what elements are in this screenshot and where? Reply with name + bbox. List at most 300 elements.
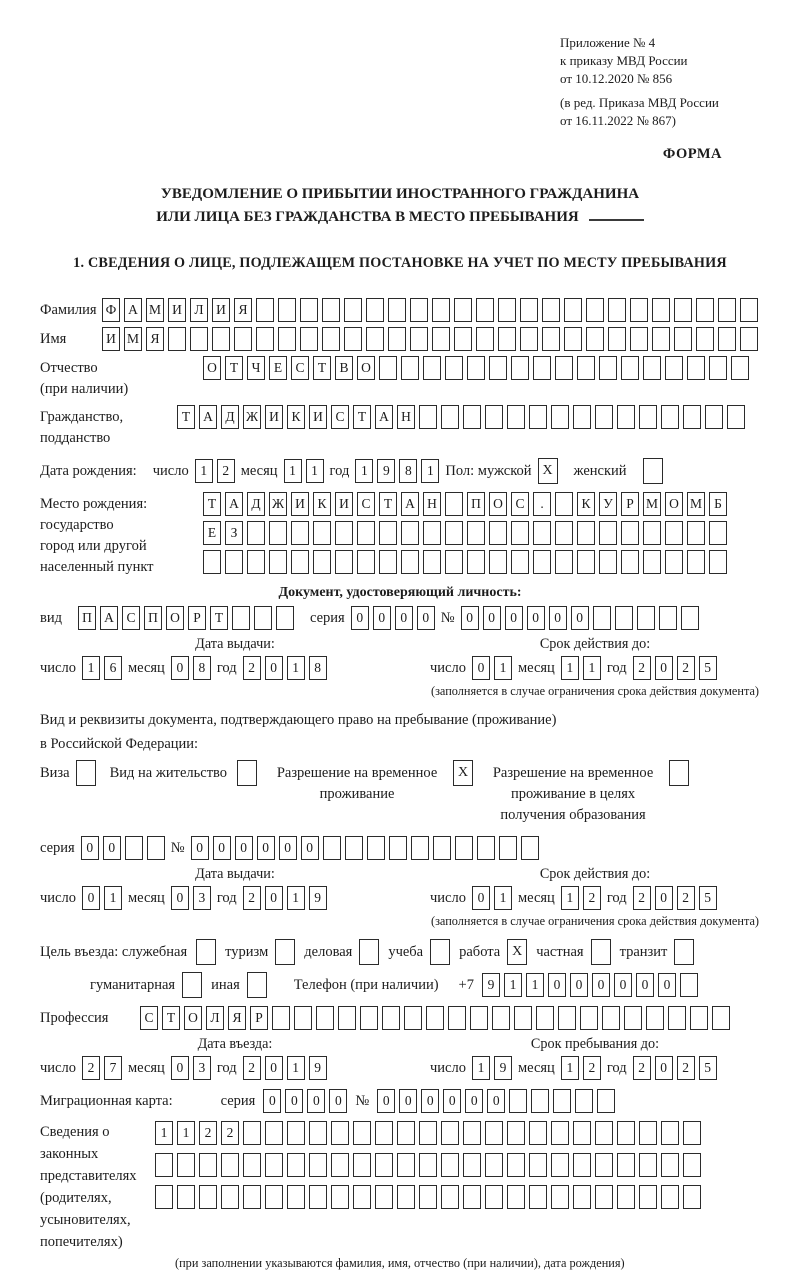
purpose-business-checkbox[interactable] <box>359 939 379 965</box>
char-cell[interactable] <box>155 1153 173 1177</box>
char-cell[interactable] <box>265 1185 283 1209</box>
char-cell[interactable] <box>375 1153 393 1177</box>
char-cell[interactable] <box>599 356 617 380</box>
char-cell[interactable] <box>740 298 758 322</box>
char-cell[interactable]: 1 <box>561 886 579 910</box>
char-cell[interactable] <box>643 356 661 380</box>
char-cell[interactable] <box>397 1121 415 1145</box>
char-cell[interactable] <box>335 550 353 574</box>
char-cell[interactable] <box>203 550 221 574</box>
char-cell[interactable] <box>445 521 463 545</box>
char-cell[interactable] <box>338 1006 356 1030</box>
migration-series-boxes[interactable] <box>263 1089 347 1113</box>
char-cell[interactable]: Т <box>162 1006 180 1030</box>
char-cell[interactable]: 5 <box>699 1056 717 1080</box>
char-cell[interactable]: О <box>357 356 375 380</box>
char-cell[interactable] <box>507 1121 525 1145</box>
char-cell[interactable] <box>155 1185 173 1209</box>
char-cell[interactable] <box>624 1006 642 1030</box>
char-cell[interactable]: 0 <box>373 606 391 630</box>
char-cell[interactable] <box>718 298 736 322</box>
char-cell[interactable]: 7 <box>104 1056 122 1080</box>
char-cell[interactable] <box>445 550 463 574</box>
surname-boxes[interactable] <box>102 298 758 322</box>
char-cell[interactable]: А <box>199 405 217 429</box>
char-cell[interactable]: 0 <box>301 836 319 860</box>
char-cell[interactable]: 0 <box>421 1089 439 1113</box>
char-cell[interactable]: 0 <box>103 836 121 860</box>
doc-valid-month-boxes[interactable] <box>561 656 601 680</box>
residence-issue-year-boxes[interactable] <box>243 886 327 910</box>
char-cell[interactable] <box>419 405 437 429</box>
char-cell[interactable] <box>221 1185 239 1209</box>
purpose-private-checkbox[interactable] <box>591 939 611 965</box>
sex-male-checkbox[interactable]: X <box>538 458 558 484</box>
char-cell[interactable] <box>514 1006 532 1030</box>
char-cell[interactable] <box>454 327 472 351</box>
representatives-line3[interactable] <box>155 1185 701 1209</box>
doc-valid-day-boxes[interactable] <box>472 656 512 680</box>
char-cell[interactable]: Ж <box>269 492 287 516</box>
char-cell[interactable]: 0 <box>351 606 369 630</box>
char-cell[interactable]: 0 <box>395 606 413 630</box>
char-cell[interactable] <box>564 298 582 322</box>
doc-issue-day-boxes[interactable] <box>82 656 122 680</box>
char-cell[interactable] <box>520 298 538 322</box>
char-cell[interactable] <box>291 550 309 574</box>
char-cell[interactable] <box>731 356 749 380</box>
firstname-boxes[interactable] <box>102 327 758 351</box>
char-cell[interactable]: 2 <box>583 1056 601 1080</box>
char-cell[interactable]: Я <box>228 1006 246 1030</box>
char-cell[interactable]: 0 <box>655 1056 673 1080</box>
char-cell[interactable]: О <box>184 1006 202 1030</box>
char-cell[interactable] <box>411 836 429 860</box>
char-cell[interactable] <box>507 405 525 429</box>
char-cell[interactable] <box>331 1153 349 1177</box>
char-cell[interactable] <box>477 836 495 860</box>
char-cell[interactable]: С <box>511 492 529 516</box>
char-cell[interactable] <box>199 1153 217 1177</box>
char-cell[interactable] <box>287 1153 305 1177</box>
char-cell[interactable]: Р <box>621 492 639 516</box>
char-cell[interactable] <box>448 1006 466 1030</box>
char-cell[interactable]: 0 <box>171 1056 189 1080</box>
char-cell[interactable] <box>573 1153 591 1177</box>
char-cell[interactable] <box>643 521 661 545</box>
char-cell[interactable]: Я <box>234 298 252 322</box>
char-cell[interactable] <box>401 356 419 380</box>
char-cell[interactable] <box>661 1153 679 1177</box>
char-cell[interactable] <box>256 327 274 351</box>
char-cell[interactable] <box>740 327 758 351</box>
char-cell[interactable]: Л <box>206 1006 224 1030</box>
char-cell[interactable] <box>397 1153 415 1177</box>
char-cell[interactable]: О <box>489 492 507 516</box>
char-cell[interactable] <box>221 1153 239 1177</box>
char-cell[interactable] <box>696 327 714 351</box>
char-cell[interactable] <box>529 1153 547 1177</box>
char-cell[interactable] <box>147 836 165 860</box>
char-cell[interactable]: 2 <box>677 656 695 680</box>
char-cell[interactable] <box>599 550 617 574</box>
char-cell[interactable] <box>441 1153 459 1177</box>
char-cell[interactable]: 1 <box>561 656 579 680</box>
char-cell[interactable] <box>410 327 428 351</box>
residence-issue-month-boxes[interactable] <box>171 886 211 910</box>
residence-valid-year-boxes[interactable] <box>633 886 717 910</box>
char-cell[interactable] <box>423 521 441 545</box>
char-cell[interactable]: 0 <box>82 886 100 910</box>
char-cell[interactable]: К <box>287 405 305 429</box>
char-cell[interactable]: 1 <box>561 1056 579 1080</box>
residence-valid-day-boxes[interactable] <box>472 886 512 910</box>
stay-day-boxes[interactable] <box>472 1056 512 1080</box>
char-cell[interactable] <box>445 356 463 380</box>
char-cell[interactable] <box>586 327 604 351</box>
char-cell[interactable] <box>379 550 397 574</box>
char-cell[interactable]: 0 <box>235 836 253 860</box>
char-cell[interactable] <box>593 606 611 630</box>
char-cell[interactable]: 2 <box>633 656 651 680</box>
char-cell[interactable] <box>404 1006 422 1030</box>
char-cell[interactable]: Е <box>203 521 221 545</box>
char-cell[interactable]: И <box>291 492 309 516</box>
char-cell[interactable] <box>595 1153 613 1177</box>
residence-valid-month-boxes[interactable] <box>561 886 601 910</box>
char-cell[interactable]: 8 <box>193 656 211 680</box>
char-cell[interactable] <box>388 327 406 351</box>
char-cell[interactable]: 0 <box>465 1089 483 1113</box>
purpose-study-checkbox[interactable] <box>430 939 450 965</box>
purpose-tourism-checkbox[interactable] <box>275 939 295 965</box>
char-cell[interactable]: 0 <box>548 973 566 997</box>
char-cell[interactable]: 0 <box>655 656 673 680</box>
char-cell[interactable] <box>432 298 450 322</box>
char-cell[interactable] <box>573 405 591 429</box>
char-cell[interactable] <box>419 1153 437 1177</box>
char-cell[interactable]: 0 <box>257 836 275 860</box>
char-cell[interactable] <box>441 405 459 429</box>
char-cell[interactable] <box>621 521 639 545</box>
char-cell[interactable]: М <box>643 492 661 516</box>
char-cell[interactable]: О <box>665 492 683 516</box>
char-cell[interactable] <box>680 973 698 997</box>
char-cell[interactable] <box>665 521 683 545</box>
residence-issue-day-boxes[interactable] <box>82 886 122 910</box>
char-cell[interactable] <box>533 356 551 380</box>
char-cell[interactable]: 0 <box>658 973 676 997</box>
char-cell[interactable] <box>509 1089 527 1113</box>
char-cell[interactable]: Т <box>313 356 331 380</box>
purpose-work-checkbox[interactable]: X <box>507 939 527 965</box>
birth-month-boxes[interactable] <box>284 459 324 483</box>
char-cell[interactable] <box>551 1153 569 1177</box>
char-cell[interactable] <box>269 521 287 545</box>
char-cell[interactable] <box>643 550 661 574</box>
char-cell[interactable] <box>665 356 683 380</box>
char-cell[interactable] <box>291 521 309 545</box>
char-cell[interactable]: И <box>309 405 327 429</box>
char-cell[interactable] <box>533 550 551 574</box>
sex-female-checkbox[interactable] <box>643 458 663 484</box>
char-cell[interactable] <box>485 1153 503 1177</box>
char-cell[interactable] <box>529 1121 547 1145</box>
char-cell[interactable] <box>353 1185 371 1209</box>
char-cell[interactable] <box>617 1185 635 1209</box>
char-cell[interactable] <box>454 298 472 322</box>
char-cell[interactable] <box>243 1153 261 1177</box>
char-cell[interactable]: 0 <box>171 656 189 680</box>
char-cell[interactable] <box>712 1006 730 1030</box>
char-cell[interactable]: 0 <box>307 1089 325 1113</box>
entry-day-boxes[interactable] <box>82 1056 122 1080</box>
char-cell[interactable] <box>265 1153 283 1177</box>
char-cell[interactable] <box>683 1121 701 1145</box>
char-cell[interactable] <box>705 405 723 429</box>
char-cell[interactable] <box>630 327 648 351</box>
char-cell[interactable]: Т <box>379 492 397 516</box>
char-cell[interactable] <box>276 606 294 630</box>
char-cell[interactable]: М <box>687 492 705 516</box>
char-cell[interactable] <box>125 836 143 860</box>
char-cell[interactable] <box>652 327 670 351</box>
char-cell[interactable] <box>269 550 287 574</box>
char-cell[interactable]: Р <box>188 606 206 630</box>
char-cell[interactable] <box>344 298 362 322</box>
char-cell[interactable] <box>441 1121 459 1145</box>
char-cell[interactable] <box>300 298 318 322</box>
char-cell[interactable]: Т <box>203 492 221 516</box>
char-cell[interactable] <box>511 521 529 545</box>
char-cell[interactable] <box>357 550 375 574</box>
purpose-transit-checkbox[interactable] <box>674 939 694 965</box>
char-cell[interactable]: 0 <box>191 836 209 860</box>
char-cell[interactable]: С <box>140 1006 158 1030</box>
char-cell[interactable]: 0 <box>483 606 501 630</box>
char-cell[interactable] <box>278 298 296 322</box>
char-cell[interactable]: А <box>100 606 118 630</box>
char-cell[interactable] <box>357 521 375 545</box>
char-cell[interactable]: 0 <box>171 886 189 910</box>
char-cell[interactable] <box>520 327 538 351</box>
char-cell[interactable] <box>389 836 407 860</box>
phone-boxes[interactable] <box>482 973 698 997</box>
stay-year-boxes[interactable] <box>633 1056 717 1080</box>
char-cell[interactable] <box>463 1185 481 1209</box>
char-cell[interactable] <box>718 327 736 351</box>
char-cell[interactable] <box>507 1185 525 1209</box>
char-cell[interactable] <box>272 1006 290 1030</box>
char-cell[interactable]: 0 <box>265 1056 283 1080</box>
char-cell[interactable] <box>608 298 626 322</box>
char-cell[interactable] <box>455 836 473 860</box>
char-cell[interactable] <box>599 521 617 545</box>
char-cell[interactable] <box>595 405 613 429</box>
char-cell[interactable]: Р <box>250 1006 268 1030</box>
char-cell[interactable] <box>668 1006 686 1030</box>
stay-month-boxes[interactable] <box>561 1056 601 1080</box>
char-cell[interactable]: С <box>357 492 375 516</box>
char-cell[interactable]: Т <box>353 405 371 429</box>
char-cell[interactable] <box>595 1185 613 1209</box>
char-cell[interactable]: 5 <box>699 886 717 910</box>
char-cell[interactable] <box>322 298 340 322</box>
char-cell[interactable] <box>507 1153 525 1177</box>
char-cell[interactable]: 0 <box>487 1089 505 1113</box>
char-cell[interactable] <box>639 1185 657 1209</box>
char-cell[interactable] <box>637 606 655 630</box>
char-cell[interactable] <box>661 405 679 429</box>
char-cell[interactable] <box>681 606 699 630</box>
char-cell[interactable] <box>366 327 384 351</box>
char-cell[interactable] <box>344 327 362 351</box>
char-cell[interactable]: 1 <box>82 656 100 680</box>
char-cell[interactable]: 9 <box>309 1056 327 1080</box>
char-cell[interactable]: В <box>335 356 353 380</box>
purpose-humanitarian-checkbox[interactable] <box>182 972 202 998</box>
char-cell[interactable] <box>489 521 507 545</box>
char-cell[interactable]: 2 <box>243 1056 261 1080</box>
char-cell[interactable]: 0 <box>377 1089 395 1113</box>
char-cell[interactable]: 0 <box>472 656 490 680</box>
char-cell[interactable] <box>492 1006 510 1030</box>
residence-series-boxes[interactable] <box>81 836 165 860</box>
char-cell[interactable]: Л <box>190 298 208 322</box>
char-cell[interactable]: Н <box>397 405 415 429</box>
char-cell[interactable] <box>335 521 353 545</box>
char-cell[interactable] <box>360 1006 378 1030</box>
citizenship-boxes[interactable] <box>177 405 745 429</box>
char-cell[interactable]: 1 <box>526 973 544 997</box>
char-cell[interactable]: И <box>168 298 186 322</box>
temp-residence-education-checkbox[interactable] <box>669 760 689 786</box>
char-cell[interactable] <box>499 836 517 860</box>
entry-month-boxes[interactable] <box>171 1056 211 1080</box>
char-cell[interactable] <box>696 298 714 322</box>
char-cell[interactable]: О <box>203 356 221 380</box>
char-cell[interactable] <box>177 1185 195 1209</box>
char-cell[interactable] <box>322 327 340 351</box>
char-cell[interactable] <box>661 1121 679 1145</box>
birth-day-boxes[interactable] <box>195 459 235 483</box>
char-cell[interactable]: 0 <box>329 1089 347 1113</box>
char-cell[interactable]: 1 <box>284 459 302 483</box>
char-cell[interactable]: Я <box>146 327 164 351</box>
char-cell[interactable]: 1 <box>287 1056 305 1080</box>
char-cell[interactable] <box>553 1089 571 1113</box>
char-cell[interactable] <box>542 327 560 351</box>
doc-series-boxes[interactable] <box>351 606 435 630</box>
char-cell[interactable] <box>419 1185 437 1209</box>
char-cell[interactable] <box>639 1153 657 1177</box>
char-cell[interactable] <box>586 298 604 322</box>
char-cell[interactable] <box>555 492 573 516</box>
purpose-other-checkbox[interactable] <box>247 972 267 998</box>
char-cell[interactable]: 2 <box>583 886 601 910</box>
char-cell[interactable] <box>309 1153 327 1177</box>
char-cell[interactable] <box>190 327 208 351</box>
char-cell[interactable] <box>555 550 573 574</box>
char-cell[interactable] <box>316 1006 334 1030</box>
char-cell[interactable] <box>577 356 595 380</box>
char-cell[interactable]: У <box>599 492 617 516</box>
char-cell[interactable]: З <box>225 521 243 545</box>
char-cell[interactable] <box>597 1089 615 1113</box>
char-cell[interactable]: Н <box>423 492 441 516</box>
char-cell[interactable] <box>432 327 450 351</box>
char-cell[interactable]: 1 <box>421 459 439 483</box>
char-cell[interactable]: 1 <box>355 459 373 483</box>
char-cell[interactable] <box>366 298 384 322</box>
char-cell[interactable] <box>243 1185 261 1209</box>
char-cell[interactable] <box>476 327 494 351</box>
char-cell[interactable]: 9 <box>377 459 395 483</box>
char-cell[interactable]: Ж <box>243 405 261 429</box>
char-cell[interactable]: И <box>102 327 120 351</box>
temp-residence-checkbox[interactable]: X <box>453 760 473 786</box>
char-cell[interactable]: 0 <box>443 1089 461 1113</box>
doc-issue-year-boxes[interactable] <box>243 656 327 680</box>
char-cell[interactable]: Б <box>709 492 727 516</box>
char-cell[interactable] <box>564 327 582 351</box>
char-cell[interactable]: Т <box>225 356 243 380</box>
char-cell[interactable] <box>639 1121 657 1145</box>
char-cell[interactable]: 9 <box>482 973 500 997</box>
char-cell[interactable]: Т <box>177 405 195 429</box>
char-cell[interactable]: С <box>291 356 309 380</box>
char-cell[interactable] <box>511 356 529 380</box>
char-cell[interactable]: 2 <box>633 1056 651 1080</box>
char-cell[interactable]: 0 <box>213 836 231 860</box>
char-cell[interactable] <box>674 298 692 322</box>
char-cell[interactable] <box>309 1185 327 1209</box>
char-cell[interactable] <box>575 1089 593 1113</box>
char-cell[interactable] <box>551 1121 569 1145</box>
char-cell[interactable]: 0 <box>472 886 490 910</box>
char-cell[interactable] <box>485 1185 503 1209</box>
representatives-line2[interactable] <box>155 1153 701 1177</box>
char-cell[interactable] <box>423 550 441 574</box>
char-cell[interactable]: 1 <box>472 1056 490 1080</box>
char-cell[interactable] <box>536 1006 554 1030</box>
residence-permit-checkbox[interactable] <box>237 760 257 786</box>
char-cell[interactable] <box>232 606 250 630</box>
char-cell[interactable]: О <box>166 606 184 630</box>
char-cell[interactable] <box>621 356 639 380</box>
char-cell[interactable]: Т <box>210 606 228 630</box>
doc-issue-month-boxes[interactable] <box>171 656 211 680</box>
char-cell[interactable] <box>617 405 635 429</box>
char-cell[interactable]: 1 <box>287 886 305 910</box>
char-cell[interactable]: 0 <box>81 836 99 860</box>
char-cell[interactable]: 0 <box>571 606 589 630</box>
char-cell[interactable] <box>498 298 516 322</box>
char-cell[interactable] <box>687 521 705 545</box>
char-cell[interactable] <box>551 405 569 429</box>
char-cell[interactable] <box>683 1185 701 1209</box>
char-cell[interactable]: 0 <box>285 1089 303 1113</box>
char-cell[interactable] <box>265 1121 283 1145</box>
char-cell[interactable]: 1 <box>494 886 512 910</box>
char-cell[interactable]: 2 <box>633 886 651 910</box>
char-cell[interactable]: 0 <box>655 886 673 910</box>
char-cell[interactable] <box>533 521 551 545</box>
char-cell[interactable]: 2 <box>677 886 695 910</box>
char-cell[interactable] <box>433 836 451 860</box>
char-cell[interactable] <box>661 1185 679 1209</box>
char-cell[interactable] <box>423 356 441 380</box>
